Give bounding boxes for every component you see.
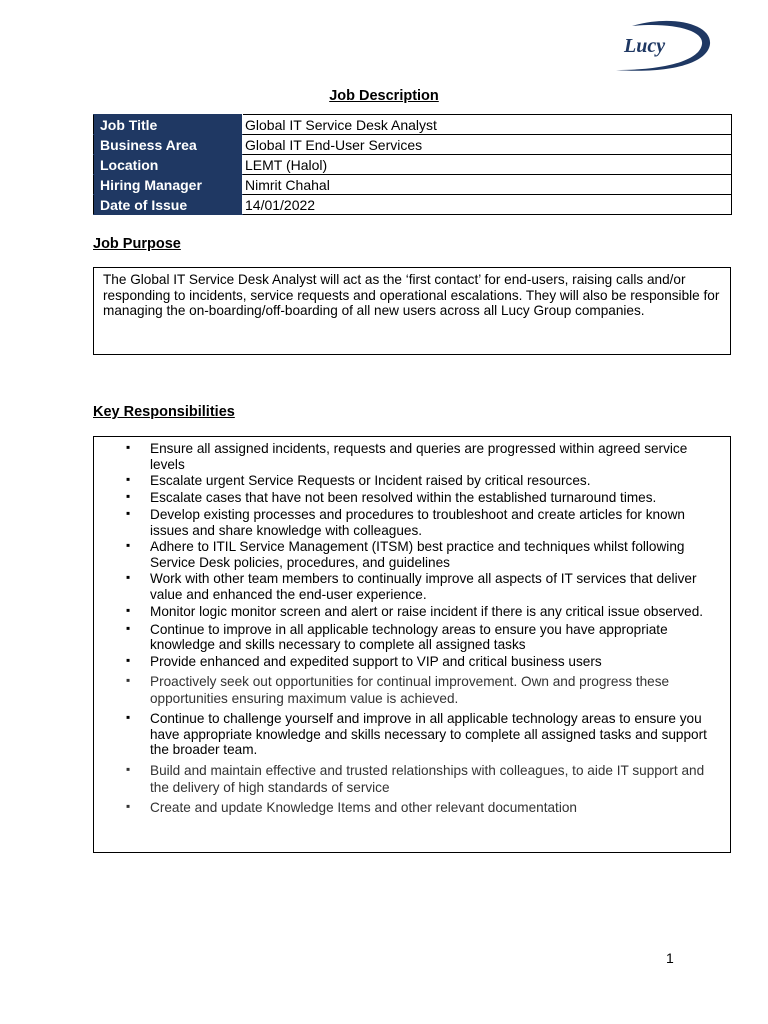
- bullet-icon: ▪: [126, 798, 131, 813]
- lucy-logo: [612, 18, 714, 76]
- logo-text: Lucy: [624, 35, 666, 57]
- row-value: LEMT (Halol): [243, 155, 732, 175]
- table-row: [94, 135, 732, 155]
- lucy-logo-icon: [612, 18, 714, 76]
- row-label: Location: [94, 155, 243, 175]
- list-item: ▪ Proactively seek out opportunities for continual improvement. Own and progress these opportunities ensuring maximum value is achieved.: [126, 673, 670, 706]
- row-value: 14/01/2022: [243, 195, 732, 215]
- list-item: ▪ Create and update Knowledge Items and other relevant documentation: [126, 798, 577, 815]
- row-value: Global IT End-User Services: [243, 135, 732, 155]
- list-item: ▪ Adhere to ITIL Service Management (ITSM) best practice and techniques whilst following Service Desk policies, procedures, and guidelines: [126, 538, 685, 570]
- bullet-icon: ▪: [126, 472, 131, 486]
- page-title: Job Description: [329, 88, 439, 104]
- table-row: [94, 195, 732, 215]
- bullet-icon: ▪: [126, 710, 131, 724]
- row-value: Nimrit Chahal: [243, 175, 732, 195]
- list-item: ▪ Escalate cases that have not been resolved within the established turnaround times.: [126, 488, 657, 505]
- bullet-icon: ▪: [126, 673, 131, 687]
- row-label: Hiring Manager: [94, 175, 243, 195]
- list-item: ▪ Provide enhanced and expedited support to VIP and critical business users: [126, 652, 602, 669]
- list-item: ▪ Work with other team members to continually improve all aspects of IT services that deliver value and enhanced the end-user experience.: [126, 570, 697, 602]
- list-item: ▪ Ensure all assigned incidents, requests and queries are progressed within agreed service levels: [126, 440, 688, 472]
- job-purpose-text: The Global IT Service Desk Analyst will act as the ‘first contact’ for end-users, raising calls and/or responding to incidents, service requests and operational escalations. They will also be responsible for managing the on-boarding/off-boarding of all new users across all Lucy Group companies.: [103, 272, 720, 318]
- bullet-icon: ▪: [126, 570, 131, 584]
- job-purpose-title: Job Purpose: [93, 236, 181, 252]
- responsibilities-list: [126, 441, 722, 815]
- table-row: [94, 115, 732, 135]
- key-responsibilities-box: [93, 436, 731, 853]
- list-item: ▪ Continue to challenge yourself and improve in all applicable technology areas to ensure you have appropriate knowledge and skills necessary to complete all assigned tasks and support the broader team.: [126, 710, 707, 757]
- list-item: ▪ Build and maintain effective and trusted relationships with colleagues, to aide IT support and the delivery of high standards of service: [126, 761, 705, 795]
- key-responsibilities-title: Key Responsibilities: [93, 404, 235, 420]
- row-label: Business Area: [94, 135, 243, 155]
- table-row: [94, 155, 732, 175]
- bullet-icon: ▪: [126, 603, 131, 617]
- bullet-icon: ▪: [126, 761, 131, 776]
- job-info-table: [93, 114, 732, 215]
- bullet-icon: ▪: [126, 506, 131, 520]
- list-item: ▪ Escalate urgent Service Requests or Incident raised by critical resources.: [126, 472, 591, 488]
- bullet-icon: ▪: [126, 488, 131, 503]
- list-item: ▪ Monitor logic monitor screen and alert or raise incident if there is any critical issue observed.: [126, 603, 704, 619]
- bullet-icon: ▪: [126, 440, 131, 454]
- table-row: [94, 175, 732, 195]
- job-purpose-box: [93, 267, 731, 355]
- bullet-icon: ▪: [126, 620, 131, 635]
- page-number: 1: [666, 950, 674, 966]
- row-label: Job Title: [94, 115, 243, 135]
- list-item: ▪ Develop existing processes and procedures to troubleshoot and create articles for known issues and share knowledge with colleagues.: [126, 506, 685, 538]
- bullet-icon: ▪: [126, 652, 131, 667]
- bullet-icon: ▪: [126, 538, 131, 552]
- list-item: ▪ Continue to improve in all applicable technology areas to ensure you have appropriate knowledge and skills necessary to complete all assigned tasks: [126, 620, 668, 652]
- row-value: Global IT Service Desk Analyst: [243, 115, 732, 135]
- row-label: Date of Issue: [94, 195, 243, 215]
